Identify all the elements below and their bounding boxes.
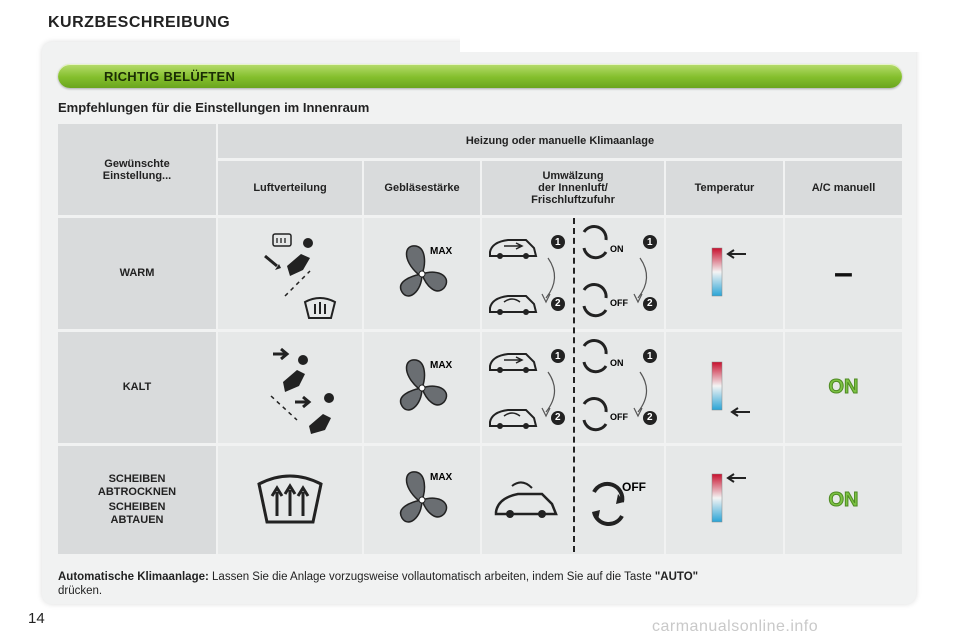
recirc-off-label: OFF <box>610 412 628 422</box>
temperature-cell <box>666 332 783 443</box>
recirc-on-label: ON <box>610 244 624 254</box>
col-temperature: Temperatur <box>666 161 783 215</box>
row-label-kalt <box>58 332 216 443</box>
row-label-line4: ABTAUEN <box>110 514 164 526</box>
row-label-line3: SCHEIBEN <box>108 501 166 513</box>
watermark: carmanualsonline.info <box>652 618 819 635</box>
panel-tab-cut <box>460 30 930 52</box>
ac-on-badge: ON <box>828 376 859 398</box>
step-2-badge-right: 2 <box>647 412 653 423</box>
page-number: 14 <box>28 610 45 627</box>
group-header: Heizung oder manuelle Klimaanlage <box>218 124 902 158</box>
blower-cell <box>364 332 480 443</box>
desired-setting-line1: Gewünschte <box>104 157 170 170</box>
col-recirc-line2: der Innenluft/ <box>538 182 608 194</box>
blower-cell <box>364 446 480 554</box>
desired-setting-header <box>58 124 216 215</box>
windscreen-defrost-icon <box>255 472 325 528</box>
step-1-badge-right: 1 <box>647 351 653 362</box>
col-recirc <box>482 161 664 215</box>
col-recirc-line1: Umwälzung <box>542 170 604 182</box>
row-label-text: KALT <box>122 381 152 393</box>
note-key: "AUTO" <box>654 571 699 583</box>
temperature-scale-low-icon <box>690 348 760 428</box>
recirc-on-label: ON <box>610 358 624 368</box>
section-title: RICHTIG BELÜFTEN <box>104 69 236 84</box>
air-distribution-face-feet-icon <box>235 340 345 435</box>
subtitle: Empfehlungen für die Einstellungen im Innenraum <box>58 100 370 115</box>
temperature-cell <box>666 218 783 329</box>
ac-cell <box>785 446 902 554</box>
temperature-scale-high-icon <box>690 234 760 314</box>
col-blower: Gebläsestärke <box>364 161 480 215</box>
col-ac: A/C manuell <box>785 161 902 215</box>
blower-max-label: MAX <box>430 472 453 483</box>
note-text-end: drücken. <box>58 585 103 597</box>
blower-max-label: MAX <box>430 360 453 371</box>
row-label-line1: SCHEIBEN <box>108 473 166 485</box>
air-distribution-cell <box>218 332 362 443</box>
col-air-distribution: Luftverteilung <box>218 161 362 215</box>
blower-cell <box>364 218 480 329</box>
auto-climate-note <box>58 570 918 598</box>
temperature-scale-high-icon <box>690 460 760 540</box>
note-text: Lassen Sie die Anlage vorzugsweise vollautomatisch arbeiten, indem Sie auf die Taste <box>208 571 655 583</box>
recirc-off-label: OFF <box>622 480 646 494</box>
step-1-badge: 1 <box>555 351 561 362</box>
row-label-defrost <box>58 446 216 554</box>
air-distribution-cell <box>218 446 362 554</box>
air-distribution-feet-windscreen-icon <box>235 226 345 321</box>
step-2-badge-right: 2 <box>647 298 653 309</box>
air-distribution-cell <box>218 218 362 329</box>
blower-max-label: MAX <box>430 246 453 257</box>
recirc-divider-dashed-line <box>573 218 575 552</box>
row-label-text: WARM <box>119 267 155 279</box>
step-2-badge: 2 <box>555 298 561 309</box>
ac-cell <box>785 332 902 443</box>
step-2-badge: 2 <box>555 412 561 423</box>
recirc-off-label: OFF <box>610 298 628 308</box>
row-label-warm <box>58 218 216 329</box>
row-label-line2: ABTROCKNEN <box>97 486 177 498</box>
ac-cell <box>785 218 902 329</box>
ac-off-dash: – <box>834 254 853 292</box>
page-title: KURZBESCHREIBUNG <box>48 14 231 31</box>
step-1-badge-right: 1 <box>647 237 653 248</box>
col-recirc-line3: Frischluftzufuhr <box>531 194 615 206</box>
temperature-cell <box>666 446 783 554</box>
note-bold-label: Automatische Klimaanlage: <box>58 571 209 583</box>
desired-setting-line2: Einstellung... <box>102 169 172 182</box>
ac-on-badge: ON <box>828 488 859 511</box>
step-1-badge: 1 <box>555 237 561 248</box>
